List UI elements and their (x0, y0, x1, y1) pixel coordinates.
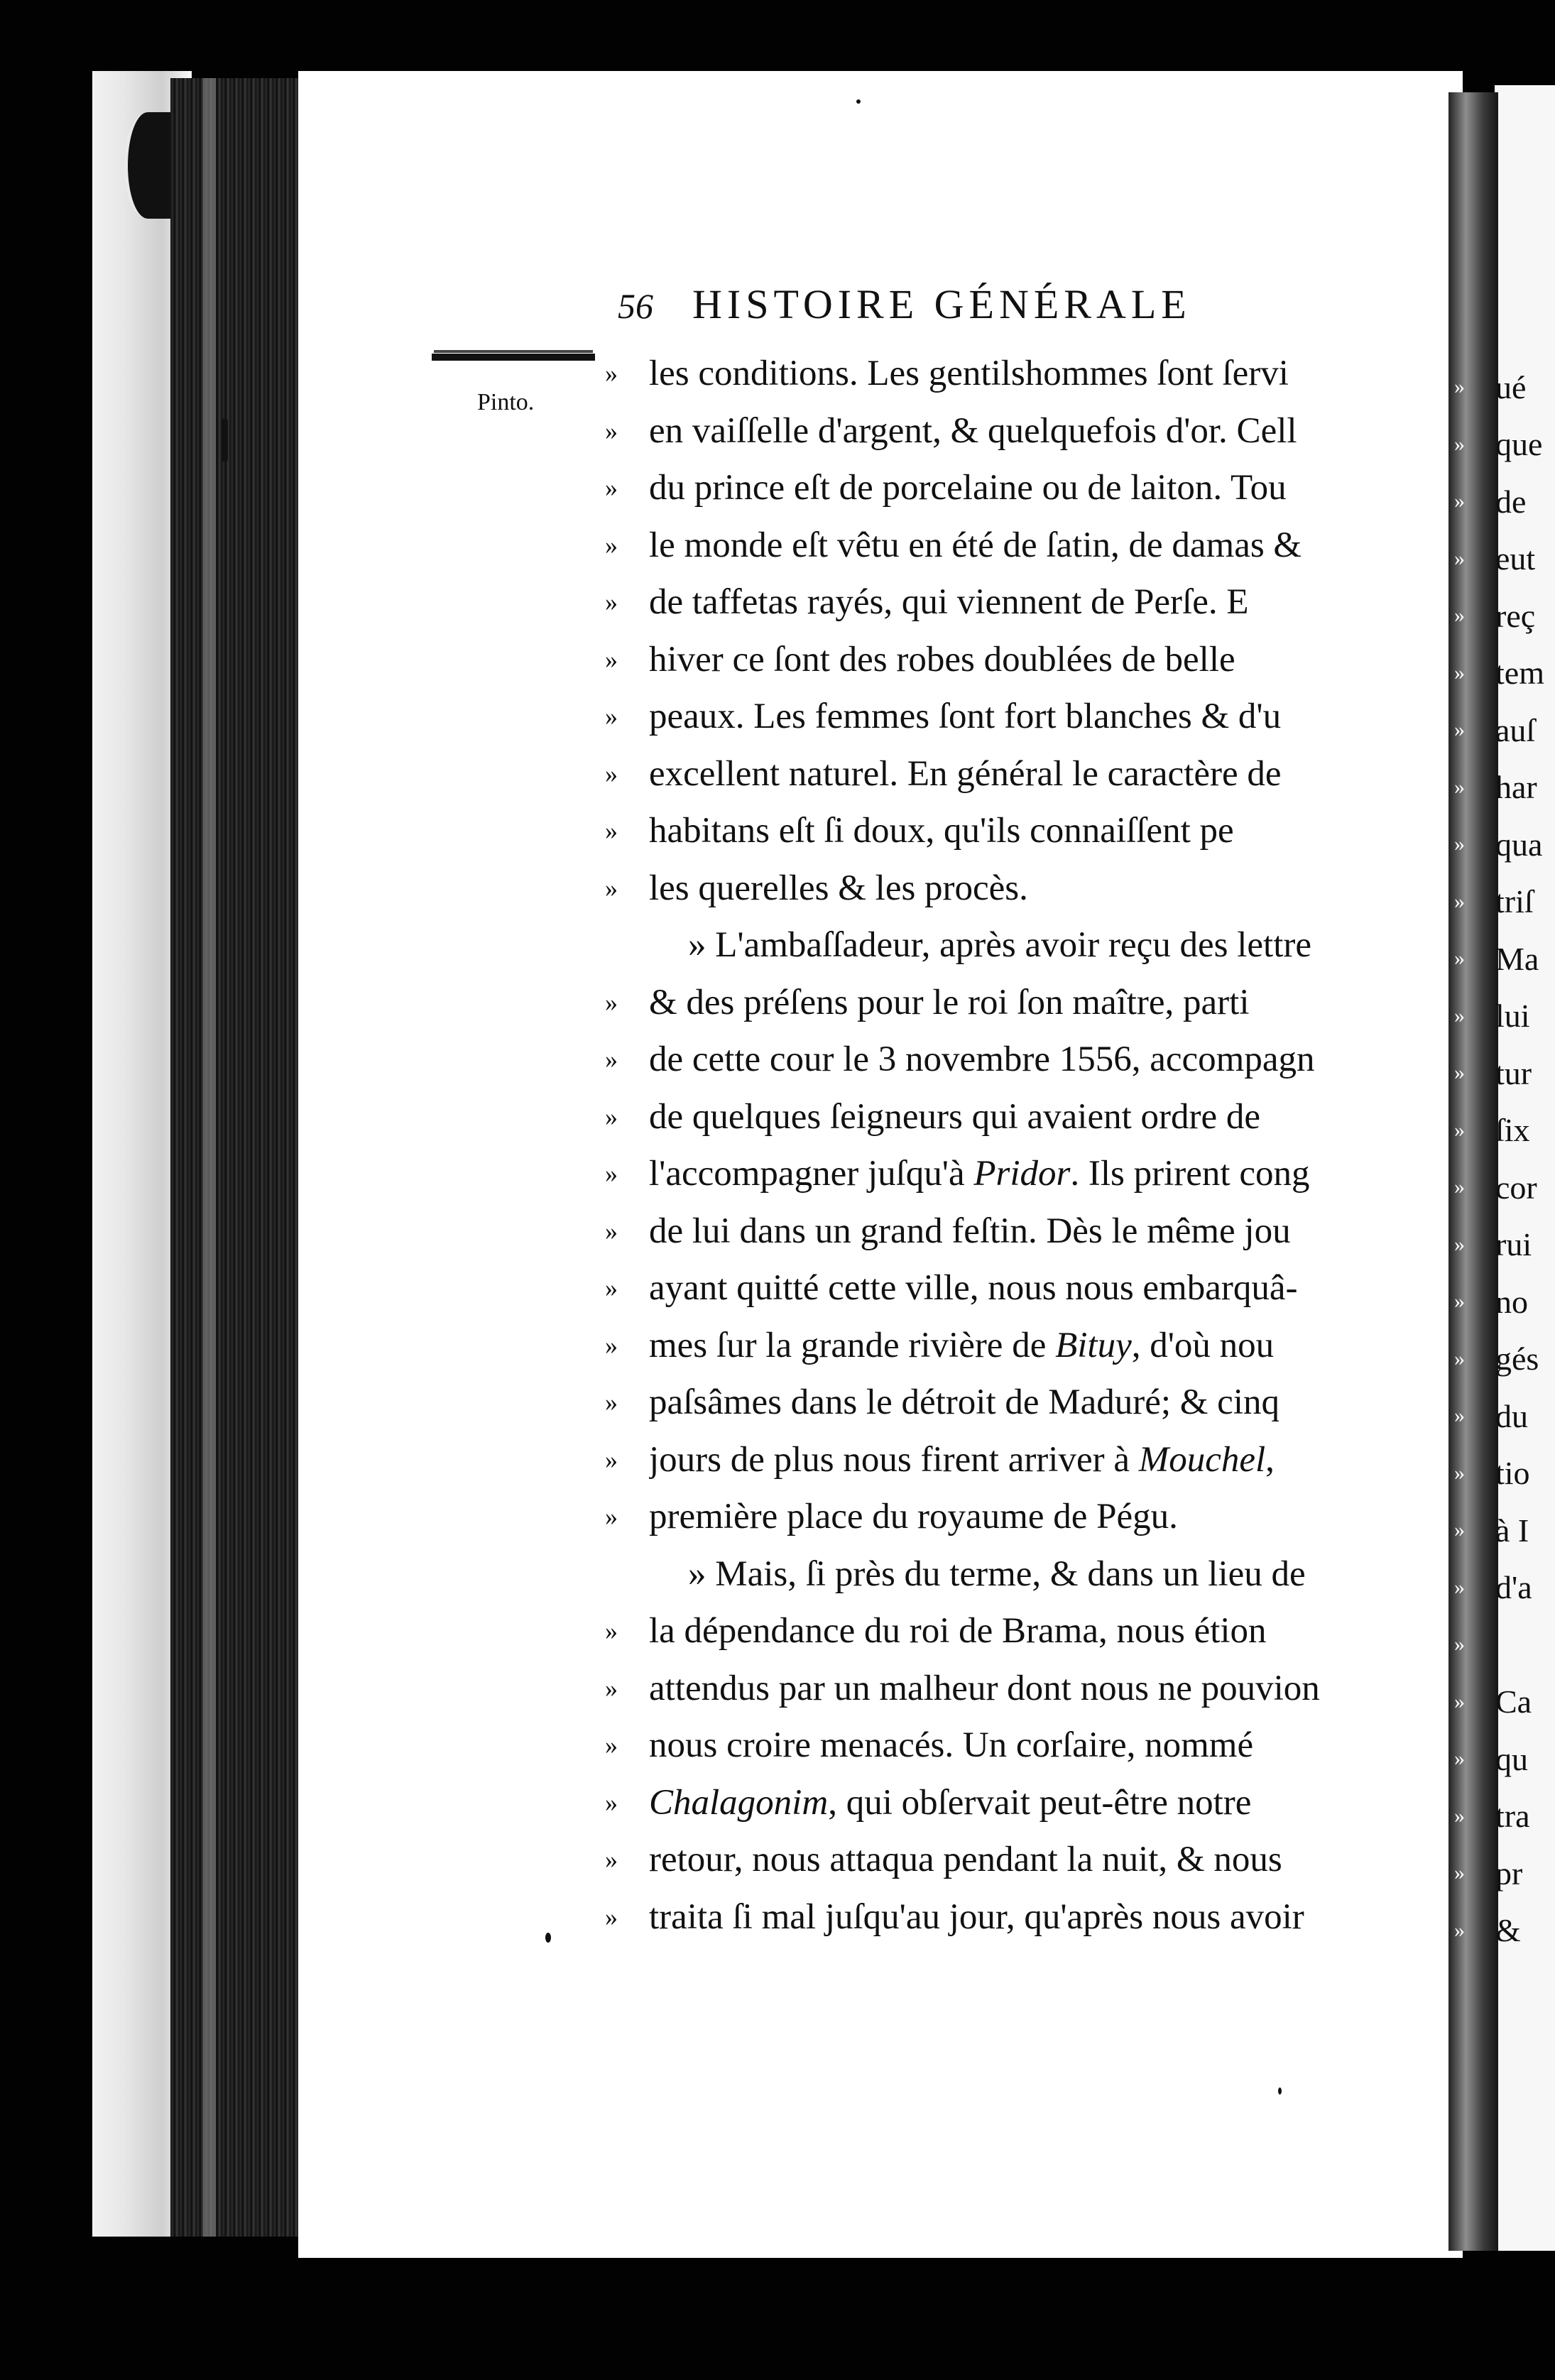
text-line (605, 917, 1450, 974)
facing-page-guillemet: » (1454, 375, 1465, 399)
facing-page-fragment-text: rui (1495, 1226, 1532, 1263)
facing-page-fragment-text: triſ (1495, 883, 1534, 920)
facing-page-fragment-text: tra (1495, 1798, 1530, 1835)
line-text (649, 1554, 1450, 1595)
line-text-segment: du prince eſt de porcelaine ou de laiton. Tou (649, 468, 1287, 508)
text-line (605, 860, 1450, 917)
facing-page-guillemet: » (1454, 1689, 1465, 1713)
facing-page-fragment-text: har (1495, 769, 1537, 806)
line-text (649, 1096, 1450, 1137)
line-text (649, 1668, 1450, 1709)
scan-speck (856, 99, 861, 104)
text-line (605, 1831, 1450, 1889)
book-page-edge-highlight (203, 78, 216, 2237)
facing-page-guillemet: » (1454, 718, 1465, 742)
facing-page-guillemet: » (1454, 1861, 1465, 1885)
line-text (649, 582, 1450, 623)
facing-page-fragment (1454, 416, 1555, 474)
line-text-segment: habitans eſt ſi doux, qu'ils connaiſſent pe (649, 811, 1234, 851)
book-page-edges (170, 78, 305, 2237)
line-text (649, 696, 1450, 737)
margin-rule (432, 354, 595, 361)
line-text-segment: nous croire menacés. Un corſaire, nommé (649, 1725, 1254, 1766)
line-text-segment: & des préſens pour le roi ſon maître, parti (649, 982, 1250, 1022)
facing-page-guillemet: » (1454, 1003, 1465, 1027)
line-text-segment: excellent naturel. En général le caractère de (649, 753, 1282, 794)
body-text (605, 345, 1450, 1945)
line-text-segment: , d'où nou (1131, 1325, 1275, 1365)
scan-speck (1278, 2087, 1282, 2095)
facing-page-fragment (1454, 1730, 1555, 1788)
facing-page-fragment (1454, 1788, 1555, 1845)
line-text-segment: paſsâmes dans le détroit de Maduré; & cinq (649, 1382, 1280, 1423)
guillemet-mark: » (605, 1674, 618, 1703)
line-text (649, 1211, 1450, 1252)
facing-page-guillemet: » (1454, 1289, 1465, 1314)
guillemet-mark: » (605, 1331, 618, 1360)
line-text (649, 868, 1450, 909)
running-title: HISTOIRE GÉNÉRALE (692, 281, 1191, 327)
text-line (605, 1031, 1450, 1088)
facing-page-fragment-text: du (1495, 1397, 1528, 1434)
text-line (605, 1717, 1450, 1774)
line-text-segment: de quelques ſeigneurs qui avaient ordre de (649, 1096, 1261, 1137)
facing-page-guillemet: » (1454, 660, 1465, 684)
guillemet-mark: » (605, 359, 618, 388)
line-text-segment: ayant quitté cette ville, nous nous embarquâ- (649, 1268, 1298, 1309)
text-line (605, 1317, 1450, 1375)
facing-page-fragment (1454, 359, 1555, 416)
line-text-segment: , qui obſervait peut-être notre (828, 1782, 1252, 1823)
text-line (605, 1088, 1450, 1146)
text-line (605, 802, 1450, 860)
line-text-segment: peaux. Les femmes ſont fort blanches & d'u (649, 697, 1282, 737)
facing-page-fragment (1454, 988, 1555, 1045)
text-line (605, 688, 1450, 746)
facing-page-guillemet: » (1454, 1803, 1465, 1828)
facing-page-guillemet: » (1454, 1061, 1465, 1085)
facing-page-fragment-text: Ca (1495, 1683, 1532, 1720)
facing-page-fragment (1454, 587, 1555, 645)
facing-page-guillemet: » (1454, 1232, 1465, 1256)
line-text (649, 1782, 1450, 1823)
guillemet-mark: » (605, 1045, 618, 1074)
line-text (649, 410, 1450, 452)
facing-page-fragment (1454, 1902, 1555, 1960)
text-line (605, 1889, 1450, 1946)
facing-page-fragment (1454, 1331, 1555, 1388)
facing-page-fragment (1454, 1845, 1555, 1902)
line-text-segment: » Mais, ſi près du terme, & dans un lieu de (688, 1554, 1306, 1594)
line-text-segment: » L'ambaſſadeur, après avoir reçu des lettre (688, 925, 1311, 966)
facing-page-fragment-text: d'a (1495, 1569, 1532, 1606)
text-line (605, 1374, 1450, 1431)
guillemet-mark: » (605, 1788, 618, 1817)
guillemet-mark: » (605, 1845, 618, 1874)
line-text-segment: les conditions. Les gentilshommes ſont ſervi (649, 354, 1289, 394)
guillemet-mark: » (605, 988, 618, 1017)
guillemet-mark: » (605, 873, 618, 902)
facing-page-guillemet: » (1454, 489, 1465, 513)
line-text (649, 924, 1450, 966)
facing-page-fragment-text: de (1495, 483, 1527, 520)
facing-page-guillemet: » (1454, 1404, 1465, 1428)
text-line (605, 517, 1450, 574)
facing-page-guillemet: » (1454, 1747, 1465, 1771)
text-line (605, 1546, 1450, 1603)
guillemet-mark: » (605, 530, 618, 559)
guillemet-mark: » (605, 474, 618, 503)
facing-page-guillemet: » (1454, 432, 1465, 456)
facing-page-fragment-text: reç (1495, 597, 1536, 634)
facing-page-fragment (1454, 1387, 1555, 1445)
facing-page-guillemet: » (1454, 775, 1465, 799)
facing-page-fragment (1454, 930, 1555, 988)
text-line (605, 746, 1450, 803)
facing-page-fragment-text: tem (1495, 655, 1544, 692)
guillemet-mark: » (605, 416, 618, 445)
guillemet-mark: » (605, 702, 618, 731)
facing-page-guillemet: » (1454, 946, 1465, 971)
guillemet-mark: » (605, 1617, 618, 1646)
facing-page-fragment-text: qua (1495, 826, 1543, 863)
line-text-segment: , (1265, 1439, 1275, 1480)
guillemet-mark: » (605, 817, 618, 846)
guillemet-mark: » (605, 1902, 618, 1931)
facing-page-fragment-text: qu (1495, 1740, 1528, 1777)
margin-note: Pinto. (477, 389, 535, 415)
facing-page-fragment-text: que (1495, 426, 1543, 463)
guillemet-mark: » (605, 1731, 618, 1760)
facing-page-fragment (1454, 473, 1555, 530)
facing-page-guillemet: » (1454, 604, 1465, 628)
facing-page-fragment (1454, 530, 1555, 588)
text-line (605, 403, 1450, 460)
line-text-segment: les querelles & les procès. (649, 868, 1028, 908)
facing-page-guillemet: » (1454, 1175, 1465, 1199)
facing-page-fragment (1454, 1502, 1555, 1559)
line-text-segment: première place du royaume de Pégu. (649, 1497, 1178, 1537)
page-header (618, 280, 1399, 330)
facing-page-guillemet: » (1454, 546, 1465, 570)
facing-page-fragment (1454, 759, 1555, 817)
facing-page-fragment-text: & (1495, 1912, 1521, 1949)
facing-page-guillemet: » (1454, 1118, 1465, 1142)
line-text-segment: le monde eſt vêtu en été de ſatin, de damas & (649, 525, 1302, 565)
text-line (605, 631, 1450, 689)
line-text (649, 1382, 1450, 1423)
facing-page-fragment (1454, 645, 1555, 702)
text-line (605, 1660, 1450, 1718)
guillemet-mark: » (605, 1502, 618, 1532)
line-text (649, 353, 1450, 394)
facing-page-guillemet: » (1454, 1461, 1465, 1485)
line-text (649, 1039, 1450, 1080)
facing-page-text-fragments (1454, 359, 1555, 1959)
facing-page-guillemet: » (1454, 832, 1465, 856)
facing-page-guillemet: » (1454, 1575, 1465, 1599)
facing-page-fragment-text: auſ (1495, 711, 1536, 748)
line-text (649, 1267, 1450, 1309)
text-line (605, 1260, 1450, 1317)
line-text-segment: en vaiſſelle d'argent, & quelquefois d'or. Cell (649, 410, 1297, 451)
line-text-segment: l'accompagner juſqu'à (649, 1154, 974, 1194)
facing-page-fragment (1454, 1102, 1555, 1159)
italic-proper-noun: Chalagonim (649, 1782, 829, 1823)
line-text-segment: retour, nous attaqua pendant la nuit, & nous (649, 1840, 1282, 1880)
guillemet-mark: » (605, 1216, 618, 1245)
guillemet-mark: » (605, 1159, 618, 1189)
text-line (605, 1145, 1450, 1203)
line-text (649, 1896, 1450, 1938)
facing-page-fragment-text: à I (1495, 1512, 1529, 1549)
facing-page-fragment-text: gés (1495, 1341, 1539, 1377)
line-text (649, 1610, 1450, 1652)
guillemet-mark: » (605, 1388, 618, 1417)
line-text-segment: de lui dans un grand feſtin. Dès le même jou (649, 1211, 1291, 1251)
facing-page-fragment (1454, 816, 1555, 873)
guillemet-mark: » (605, 1102, 618, 1131)
line-text (649, 639, 1450, 680)
page-number: 56 (618, 286, 653, 326)
guillemet-mark: » (605, 588, 618, 617)
italic-proper-noun: Pridor (973, 1154, 1071, 1194)
line-text-segment: de cette cour le 3 novembre 1556, accompagn (649, 1039, 1315, 1080)
italic-proper-noun: Bituy (1055, 1325, 1132, 1365)
facing-page-fragment-text: ſix (1495, 1112, 1530, 1149)
line-text (649, 525, 1450, 566)
guillemet-mark: » (605, 759, 618, 788)
facing-page-fragment (1454, 1674, 1555, 1731)
line-text-segment: traita ſi mal juſqu'au jour, qu'après nous avoir (649, 1896, 1304, 1937)
line-text (649, 810, 1450, 851)
binding-clip (124, 112, 172, 219)
text-line (605, 459, 1450, 517)
line-text-segment: jours de plus nous firent arriver à (649, 1439, 1139, 1480)
guillemet-mark: » (605, 1274, 618, 1303)
text-line (605, 1431, 1450, 1489)
line-text (649, 1839, 1450, 1880)
text-line (605, 1203, 1450, 1260)
line-text (649, 1439, 1450, 1480)
facing-page-fragment (1454, 1559, 1555, 1617)
line-text (649, 982, 1450, 1023)
text-line (605, 974, 1450, 1032)
line-text-segment: hiver ce ſont des robes doublées de belle (649, 639, 1235, 679)
facing-page-fragment (1454, 1216, 1555, 1274)
facing-page-fragment-text: eut (1495, 540, 1536, 577)
facing-page-fragment (1454, 873, 1555, 931)
line-text-segment: . Ils prirent cong (1070, 1154, 1310, 1194)
facing-page-fragment (1454, 1616, 1555, 1674)
facing-page-fragment-text: lui (1495, 998, 1530, 1035)
line-text (649, 1725, 1450, 1766)
facing-page-guillemet: » (1454, 1346, 1465, 1370)
scan-speck (222, 419, 228, 462)
facing-page-fragment (1454, 1159, 1555, 1216)
line-text (649, 753, 1450, 795)
line-text (649, 467, 1450, 508)
text-line (605, 1603, 1450, 1660)
line-text (649, 1153, 1450, 1194)
line-text (649, 1496, 1450, 1537)
text-line (605, 1488, 1450, 1546)
italic-proper-noun: Mouchel (1138, 1439, 1266, 1480)
line-text-segment: de taffetas rayés, qui viennent de Perſe. E (649, 582, 1249, 623)
guillemet-mark: » (605, 645, 618, 674)
facing-page-fragment-text: Ma (1495, 940, 1539, 977)
facing-page-fragment-text: no (1495, 1283, 1528, 1320)
facing-page-fragment (1454, 1273, 1555, 1331)
facing-page-fragment-text: tur (1495, 1054, 1532, 1091)
facing-page-fragment (1454, 1044, 1555, 1102)
text-line (605, 574, 1450, 631)
facing-page-fragment-text: cor (1495, 1169, 1537, 1206)
guillemet-mark: » (605, 1445, 618, 1474)
line-text (649, 1325, 1450, 1366)
facing-page-fragment (1454, 702, 1555, 759)
line-text-segment: mes ſur la grande rivière de (649, 1325, 1056, 1365)
facing-page-fragment-text: ué (1495, 369, 1527, 405)
facing-page-guillemet: » (1454, 1518, 1465, 1542)
text-line (605, 345, 1450, 403)
line-text-segment: attendus par un malheur dont nous ne pouvion (649, 1668, 1320, 1708)
scan-speck (545, 1933, 551, 1943)
facing-page-fragment-text: pr (1495, 1855, 1523, 1892)
facing-page-fragment-text: tio (1495, 1455, 1530, 1492)
facing-page-guillemet: » (1454, 889, 1465, 913)
line-text-segment: la dépendance du roi de Brama, nous étion (649, 1611, 1267, 1652)
text-line (605, 1774, 1450, 1832)
facing-page-fragment (1454, 1445, 1555, 1502)
facing-page-guillemet: » (1454, 1632, 1465, 1656)
facing-page-guillemet: » (1454, 1918, 1465, 1942)
